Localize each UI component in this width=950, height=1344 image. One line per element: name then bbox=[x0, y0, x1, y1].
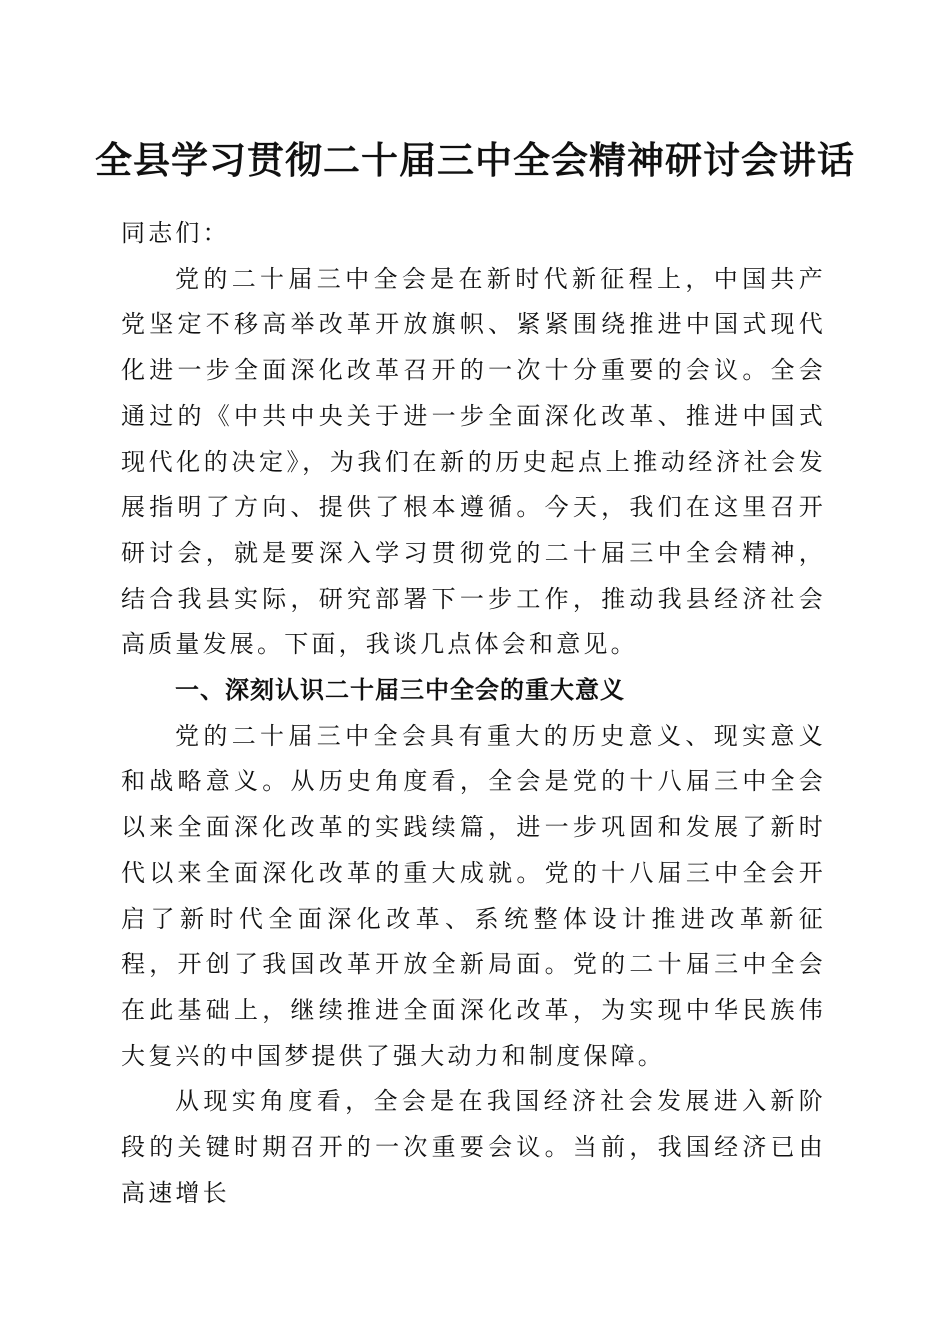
paragraph-significance: 党的二十届三中全会具有重大的历史意义、现实意义和战略意义。从历史角度看，全会是党的十八届三中全会以来全面深化改革的实践续篇，进一步巩固和发展了新时代以来全面深化改革的重大成就。党的十八届三中全会开启了新时代全面深化改革、系统整体设计推进改革新征程，开创了我国改革开放全新局面。党的二十届三中全会在此基础上，继续推进全面深化改革，为实现中华民族伟大复兴的中国梦提供了强大动力和制度保障。 bbox=[121, 721, 826, 1070]
document-title: 全县学习贯彻二十届三中全会精神研讨会讲话 bbox=[95, 138, 855, 182]
salutation: 同志们： bbox=[121, 219, 230, 247]
paragraph-intro: 党的二十届三中全会是在新时代新征程上，中国共产党坚定不移高举改革开放旗帜、紧紧围绕推进中国式现代化进一步全面深化改革召开的一次十分重要的会议。全会通过的《中共中央关于进一步全面深化改革、推进中国式现代化的决定》，为我们在新的历史起点上推动经济社会发展指明了方向、提供了根本遵循。今天，我们在这里召开研讨会，就是要深入学习贯彻党的二十届三中全会精神，结合我县实际，研究部署下一步工作，推动我县经济社会高质量发展。下面，我谈几点体会和意见。 bbox=[121, 264, 826, 659]
document-body bbox=[121, 211, 826, 1216]
paragraph-current-situation: 从现实角度看，全会是在我国经济社会发展进入新阶段的关键时期召开的一次重要会议。当前，我国经济已由高速增长 bbox=[121, 1087, 826, 1207]
section-heading-1: 一、深刻认识二十届三中全会的重大意义 bbox=[175, 676, 625, 705]
